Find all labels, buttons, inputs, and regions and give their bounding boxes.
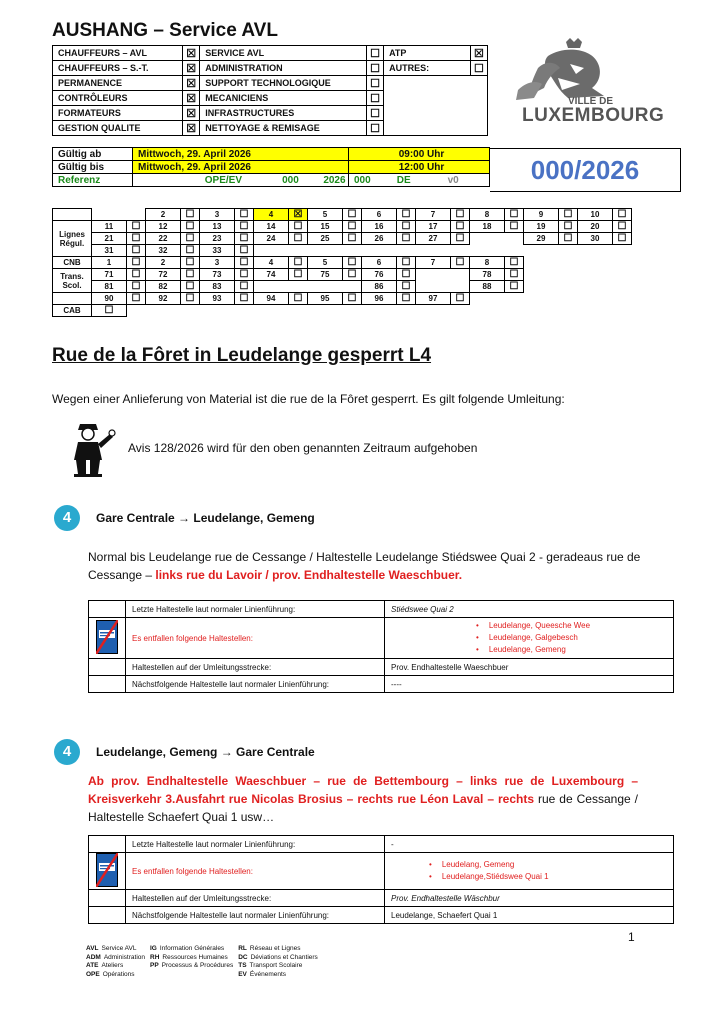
logo-small-text: VILLE DE — [568, 96, 614, 107]
legend-code: DC — [238, 953, 248, 961]
lines-category-cnb: CNB — [53, 257, 92, 269]
distribution-checkbox: ☐ — [366, 106, 383, 121]
line-checkbox: ☐ — [181, 221, 200, 233]
legend-meaning: Administration — [103, 953, 145, 961]
line-checkbox: ☐ — [613, 209, 632, 221]
distribution-empty-area — [384, 76, 488, 136]
line-number: 90 — [92, 293, 127, 305]
route2-next-value: Leudelange, Schaefert Quai 1 — [385, 907, 674, 924]
line-checkbox: ☐ — [397, 209, 416, 221]
notice-number: 000/2026 — [490, 148, 681, 192]
distribution-label: SERVICE AVL — [200, 46, 367, 61]
distribution-label: GESTION QUALITE — [53, 121, 183, 136]
legend-entry — [238, 954, 323, 963]
route1-icon-cell-4 — [89, 676, 126, 693]
line-4-badge-2: 4 — [54, 739, 80, 765]
line-number: 93 — [200, 293, 235, 305]
line-checkbox — [127, 209, 146, 221]
line-checkbox: ☐ — [235, 209, 254, 221]
reference-language: DE — [396, 174, 411, 186]
line-checkbox: ☐ — [397, 281, 416, 293]
distribution-label: ADMINISTRATION — [200, 61, 367, 76]
line-checkbox: ☐ — [343, 269, 362, 281]
line-number: 75 — [308, 269, 343, 281]
route1-description — [88, 548, 658, 584]
line-number: 76 — [362, 269, 397, 281]
lines-row — [53, 245, 632, 257]
line-checkbox: ☐ — [397, 293, 416, 305]
line-checkbox: ☐ — [451, 221, 470, 233]
distribution-label: CHAUFFEURS – AVL — [53, 46, 183, 61]
route1-last-label: Letzte Haltestelle laut normaler Linienführung: — [126, 601, 385, 618]
distribution-label: NETTOYAGE & REMISAGE — [200, 121, 367, 136]
line-checkbox: ☐ — [343, 233, 362, 245]
route1-cancel-list-cell — [385, 618, 674, 659]
line-checkbox: ☐ — [343, 257, 362, 269]
line-number: 14 — [254, 221, 289, 233]
reference-dept: OPE/EV — [204, 174, 242, 186]
valid-to-date: Mittwoch, 29. April 2026 — [133, 161, 349, 174]
line-checkbox: ☐ — [613, 221, 632, 233]
distribution-checkbox: ☒ — [183, 76, 200, 91]
cancelled-stop: • Leudelange, Gemeng — [476, 644, 673, 656]
reference-version: v0 — [447, 174, 459, 186]
line-checkbox: ☐ — [181, 257, 200, 269]
distribution-checkbox: ☒ — [183, 121, 200, 136]
legend-meaning: Événements — [249, 970, 287, 978]
route1-stops-table — [88, 600, 674, 693]
distribution-checkbox: ☒ — [470, 46, 487, 61]
route2-icon-cell-3 — [89, 890, 126, 907]
line-checkbox: ☐ — [127, 269, 146, 281]
distribution-checkbox: ☐ — [366, 91, 383, 106]
line-number: 73 — [200, 269, 235, 281]
ville-de-luxembourg-logo — [508, 38, 665, 128]
legend-entry — [238, 945, 323, 954]
lines-row — [53, 209, 632, 221]
police-officer-icon — [62, 418, 122, 478]
legend-meaning: Information Générales — [159, 945, 225, 952]
line-number — [416, 281, 451, 293]
legend-row — [86, 954, 323, 963]
distribution-checkbox: ☐ — [366, 61, 383, 76]
abbreviation-legend — [86, 945, 323, 979]
line-number: 6 — [362, 209, 397, 221]
route2-last-value: - — [385, 836, 674, 853]
distribution-label: ATP — [384, 46, 471, 61]
line-checkbox: ☐ — [289, 269, 308, 281]
distribution-label: SUPPORT TECHNOLOGIQUE — [200, 76, 367, 91]
line-number: 5 — [308, 257, 343, 269]
lines-category-empty — [53, 209, 92, 221]
line-checkbox: ☐ — [235, 233, 254, 245]
line-checkbox: ☐ — [397, 257, 416, 269]
logo-large-text: LUXEMBOURG — [522, 105, 665, 126]
distribution-checkbox: ☒ — [183, 46, 200, 61]
page-number: 1 — [628, 930, 635, 944]
route2-detour-label: Haltestellen auf der Umleitungsstrecke: — [126, 890, 385, 907]
route1-text-red: links rue du Lavoir / prov. Endhaltestelle Waeschbuer. — [155, 568, 463, 582]
distribution-row — [53, 61, 488, 76]
line-checkbox: ☐ — [235, 257, 254, 269]
line-checkbox: ☐ — [181, 233, 200, 245]
line-number: 97 — [416, 293, 451, 305]
legend-code: IG — [150, 945, 157, 952]
line-number: 17 — [416, 221, 451, 233]
valid-from-time: 09:00 Uhr — [349, 148, 490, 161]
line-number: 25 — [308, 233, 343, 245]
line-checkbox: ☐ — [235, 293, 254, 305]
line-checkbox: ☐ — [92, 305, 127, 317]
distribution-checkbox: ☐ — [470, 61, 487, 76]
line-number: 10 — [578, 209, 613, 221]
distribution-checkbox: ☐ — [366, 121, 383, 136]
line-number: 9 — [524, 209, 559, 221]
legend-meaning: Ressources Humaines — [162, 953, 228, 961]
route2-text-normal: rue de Cessange / Haltestelle Schaefert Quai 1 usw… — [88, 792, 638, 824]
line-checkbox: ☐ — [127, 257, 146, 269]
line-checkbox: ☐ — [505, 281, 524, 293]
legend-meaning: Opérations — [102, 970, 135, 978]
legend-entry — [150, 945, 238, 954]
legend-entry — [238, 971, 323, 980]
legend-meaning: Service AVL — [101, 945, 137, 952]
line-number: 95 — [308, 293, 343, 305]
route2-description — [88, 772, 638, 826]
distribution-label: CONTRÔLEURS — [53, 91, 183, 106]
line-number: 8 — [470, 209, 505, 221]
line-checkbox: ☐ — [127, 233, 146, 245]
line-number: 11 — [92, 221, 127, 233]
line-checkbox: ☐ — [181, 209, 200, 221]
line-number: 74 — [254, 269, 289, 281]
legend-row — [86, 962, 323, 971]
lines-category-regular: Lignes Régul. — [53, 221, 92, 257]
line-checkbox: ☐ — [397, 269, 416, 281]
distribution-label: INFRASTRUCTURES — [200, 106, 367, 121]
reference-extra — [349, 174, 490, 187]
reference-number-2: 000 — [354, 174, 371, 186]
line-number: 2 — [146, 209, 181, 221]
line-checkbox: ☐ — [127, 281, 146, 293]
line-number: 24 — [254, 233, 289, 245]
distribution-checkbox: ☒ — [183, 61, 200, 76]
valid-from-label: Gültig ab — [53, 148, 133, 161]
line-checkbox: ☐ — [451, 293, 470, 305]
line-number: 32 — [146, 245, 181, 257]
line-number: 27 — [416, 233, 451, 245]
legend-entry — [150, 954, 238, 963]
bus-stop-cancelled-icon — [96, 620, 118, 654]
line-number: 20 — [578, 221, 613, 233]
reference-main — [133, 174, 349, 187]
legend-meaning: Réseau et Lignes — [249, 945, 301, 952]
line-number: 92 — [146, 293, 181, 305]
line-checkbox: ☐ — [613, 233, 632, 245]
line-checkbox: ☐ — [235, 245, 254, 257]
route2-cancel-list-cell — [385, 853, 674, 890]
distribution-checkbox: ☐ — [366, 76, 383, 91]
line-number: 71 — [92, 269, 127, 281]
line-number: 18 — [470, 221, 505, 233]
line-number: 78 — [470, 269, 505, 281]
route2-text-red: Ab prov. Endhaltestelle Waeschbuer – rue de Bettembourg – links rue de Luxembourg – Kreisverkehr 3.Ausfahrt rue Nicolas Brosius – rechts rue Léon Laval – rechts — [88, 774, 638, 806]
line-checkbox: ☐ — [397, 221, 416, 233]
line-checkbox: ☐ — [181, 245, 200, 257]
line-number: 5 — [308, 209, 343, 221]
bus-stop-cancelled-icon-2 — [96, 853, 118, 887]
avis-text: Avis 128/2026 wird für den oben genannten Zeitraum aufgehoben — [128, 441, 478, 455]
line-checkbox: ☐ — [181, 281, 200, 293]
reference-label: Referenz — [53, 174, 133, 187]
line-number: 6 — [362, 257, 397, 269]
distribution-label: CHAUFFEURS – S.-T. — [53, 61, 183, 76]
line-checkbox: ☐ — [451, 233, 470, 245]
lines-row — [53, 233, 632, 245]
line-checkbox: ☐ — [505, 257, 524, 269]
legend-entry — [86, 945, 150, 954]
line-checkbox: ☐ — [451, 257, 470, 269]
line-number — [416, 269, 451, 281]
valid-to-label: Gültig bis — [53, 161, 133, 174]
line-number: 31 — [92, 245, 127, 257]
line-checkbox: ☐ — [505, 209, 524, 221]
line-checkbox: ☐ — [289, 293, 308, 305]
line-number: 16 — [362, 221, 397, 233]
line-checkbox: ☐ — [289, 221, 308, 233]
lines-row — [53, 269, 632, 281]
page-title: AUSHANG – Service AVL — [52, 20, 278, 41]
distribution-label: FORMATEURS — [53, 106, 183, 121]
legend-code: AVL — [86, 945, 99, 952]
legend-entry — [150, 962, 238, 971]
line-number: 4 — [254, 257, 289, 269]
legend-code: RL — [238, 945, 247, 952]
line-checkbox — [289, 281, 308, 293]
line-number: 86 — [362, 281, 397, 293]
line-checkbox — [505, 233, 524, 245]
route1-title: Gare Centrale → Leudelange, Gemeng — [96, 511, 315, 525]
line-number: 21 — [92, 233, 127, 245]
line-number: 23 — [200, 233, 235, 245]
distribution-table — [52, 45, 488, 136]
line-number: 82 — [146, 281, 181, 293]
route1-cancel-list — [391, 620, 673, 656]
line-number: 94 — [254, 293, 289, 305]
line-number — [92, 209, 127, 221]
distribution-checkbox: ☐ — [366, 46, 383, 61]
legend-entry — [86, 971, 150, 980]
line-number: 12 — [146, 221, 181, 233]
line-checkbox: ☐ — [127, 293, 146, 305]
route1-detour-label: Haltestellen auf der Umleitungsstrecke: — [126, 659, 385, 676]
lines-category-empty — [53, 293, 92, 305]
line-checkbox: ☐ — [181, 269, 200, 281]
line-4-badge: 4 — [54, 505, 80, 531]
route1-icon-cell-3 — [89, 659, 126, 676]
line-number: 7 — [416, 209, 451, 221]
line-number: 26 — [362, 233, 397, 245]
line-number: 83 — [200, 281, 235, 293]
line-number: 19 — [524, 221, 559, 233]
line-checkbox: ☐ — [505, 269, 524, 281]
legend-code: TS — [238, 962, 247, 969]
distribution-checkbox: ☒ — [183, 106, 200, 121]
line-checkbox — [451, 269, 470, 281]
lines-row — [53, 281, 632, 293]
line-checkbox: ☐ — [343, 209, 362, 221]
route2-next-label: Nächstfolgende Haltestelle laut normaler Linienführung: — [126, 907, 385, 924]
line-checkbox — [451, 281, 470, 293]
route2-icon-cell-4 — [89, 907, 126, 924]
distribution-label: AUTRES: — [384, 61, 471, 76]
line-number: 29 — [524, 233, 559, 245]
route2-icon-cell-1 — [89, 836, 126, 853]
line-checkbox: ☐ — [289, 257, 308, 269]
distribution-row — [53, 46, 488, 61]
notice-heading: Rue de la Fôret in Leudelange gesperrt L4 — [52, 345, 432, 366]
line-number: 3 — [200, 209, 235, 221]
intro-text: Wegen einer Anlieferung von Material ist die rue de la Fôret gesperrt. Es gilt folgende Umleitung: — [52, 392, 565, 406]
legend-row — [86, 945, 323, 954]
legend-code: RH — [150, 953, 160, 961]
legend-entry — [238, 962, 323, 971]
reference-year: 2026 — [323, 174, 346, 186]
line-checkbox: ☐ — [235, 221, 254, 233]
route2-title: Leudelange, Gemeng → Gare Centrale — [96, 745, 315, 759]
line-checkbox: ☐ — [127, 245, 146, 257]
line-number: 33 — [200, 245, 235, 257]
lines-category-cab: CAB — [53, 305, 92, 317]
lines-row — [53, 305, 632, 317]
distribution-label: PERMANENCE — [53, 76, 183, 91]
line-number: 72 — [146, 269, 181, 281]
distribution-label: MECANICIENS — [200, 91, 367, 106]
route2-cancel-label: Es entfallen folgende Haltestellen: — [126, 853, 385, 890]
reference-number: 000 — [282, 174, 299, 186]
line-checkbox: ☐ — [559, 221, 578, 233]
lines-row — [53, 221, 632, 233]
cancelled-stop: • Leudelange, Queesche Wee — [476, 620, 673, 632]
line-number: 13 — [200, 221, 235, 233]
route2-icon-cell-2 — [89, 853, 126, 890]
route1-text-normal: Normal bis Leudelange rue de Cessange / Haltestelle Leudelange Stiédswee Quai 2 - geradeaus rue de Cessange – — [88, 550, 641, 582]
legend-code: ATE — [86, 962, 99, 969]
legend-meaning: Processus & Procédures — [161, 962, 234, 969]
route1-cancel-label: Es entfallen folgende Haltestellen: — [126, 618, 385, 659]
line-checkbox: ☐ — [289, 233, 308, 245]
route1-detour-value: Prov. Endhaltestelle Waeschbuer — [385, 659, 674, 676]
line-number: 2 — [146, 257, 181, 269]
line-checkbox: ☐ — [235, 269, 254, 281]
line-checkbox: ☐ — [505, 221, 524, 233]
line-checkbox: ☐ — [343, 221, 362, 233]
validity-table — [52, 147, 490, 187]
legend-entry — [150, 971, 238, 980]
line-number — [470, 233, 505, 245]
line-checkbox: ☐ — [397, 233, 416, 245]
line-number: 15 — [308, 221, 343, 233]
line-number — [308, 281, 343, 293]
cancelled-stop: • Leudelang, Gemeng — [429, 859, 673, 871]
line-number: 7 — [416, 257, 451, 269]
distribution-row — [53, 76, 488, 91]
legend-entry — [86, 962, 150, 971]
line-checkbox: ☐ — [451, 209, 470, 221]
route2-detour-value: Prov. Endhaltestelle Wäschbur — [385, 890, 674, 907]
legend-meaning: Transport Scolaire — [249, 962, 303, 969]
lines-row — [53, 293, 632, 305]
line-number: 88 — [470, 281, 505, 293]
line-number: 96 — [362, 293, 397, 305]
line-number: 22 — [146, 233, 181, 245]
legend-row — [86, 971, 323, 980]
line-number: 3 — [200, 257, 235, 269]
line-number: 81 — [92, 281, 127, 293]
legend-code: EV — [238, 970, 247, 978]
lines-row — [53, 257, 632, 269]
cancelled-stop: • Leudelange, Galgebesch — [476, 632, 673, 644]
line-checkbox — [343, 281, 362, 293]
line-checkbox: ☒ — [289, 209, 308, 221]
route1-icon-cell-2 — [89, 618, 126, 659]
legend-code: PP — [150, 962, 159, 969]
line-checkbox: ☐ — [559, 209, 578, 221]
route2-cancel-list — [391, 859, 673, 883]
line-number: 30 — [578, 233, 613, 245]
lines-grid — [52, 208, 632, 317]
valid-to-time: 12:00 Uhr — [349, 161, 490, 174]
line-number: 1 — [92, 257, 127, 269]
line-checkbox: ☐ — [235, 281, 254, 293]
legend-code: OPE — [86, 970, 100, 978]
line-checkbox: ☐ — [127, 221, 146, 233]
legend-entry — [86, 954, 150, 963]
legend-meaning: Déviations et Chantiers — [250, 953, 318, 961]
legend-meaning: Ateliers — [101, 962, 124, 969]
line-checkbox: ☐ — [181, 293, 200, 305]
valid-from-date: Mittwoch, 29. April 2026 — [133, 148, 349, 161]
route1-last-value: Stiédswee Quai 2 — [385, 601, 674, 618]
line-number — [254, 281, 289, 293]
route1-next-label: Nächstfolgende Haltestelle laut normaler Linienführung: — [126, 676, 385, 693]
line-number: 4 — [254, 209, 289, 221]
line-number: 8 — [470, 257, 505, 269]
line-checkbox: ☐ — [559, 233, 578, 245]
distribution-checkbox: ☒ — [183, 91, 200, 106]
line-checkbox: ☐ — [343, 293, 362, 305]
route2-last-label: Letzte Haltestelle laut normaler Linienführung: — [126, 836, 385, 853]
cancelled-stop: • Leudelange,Stiédswee Quai 1 — [429, 871, 673, 883]
route1-next-value: ---- — [385, 676, 674, 693]
legend-code: ADM — [86, 953, 101, 961]
route2-stops-table — [88, 835, 674, 924]
route1-icon-cell-1 — [89, 601, 126, 618]
lines-category-school: Trans. Scol. — [53, 269, 92, 293]
